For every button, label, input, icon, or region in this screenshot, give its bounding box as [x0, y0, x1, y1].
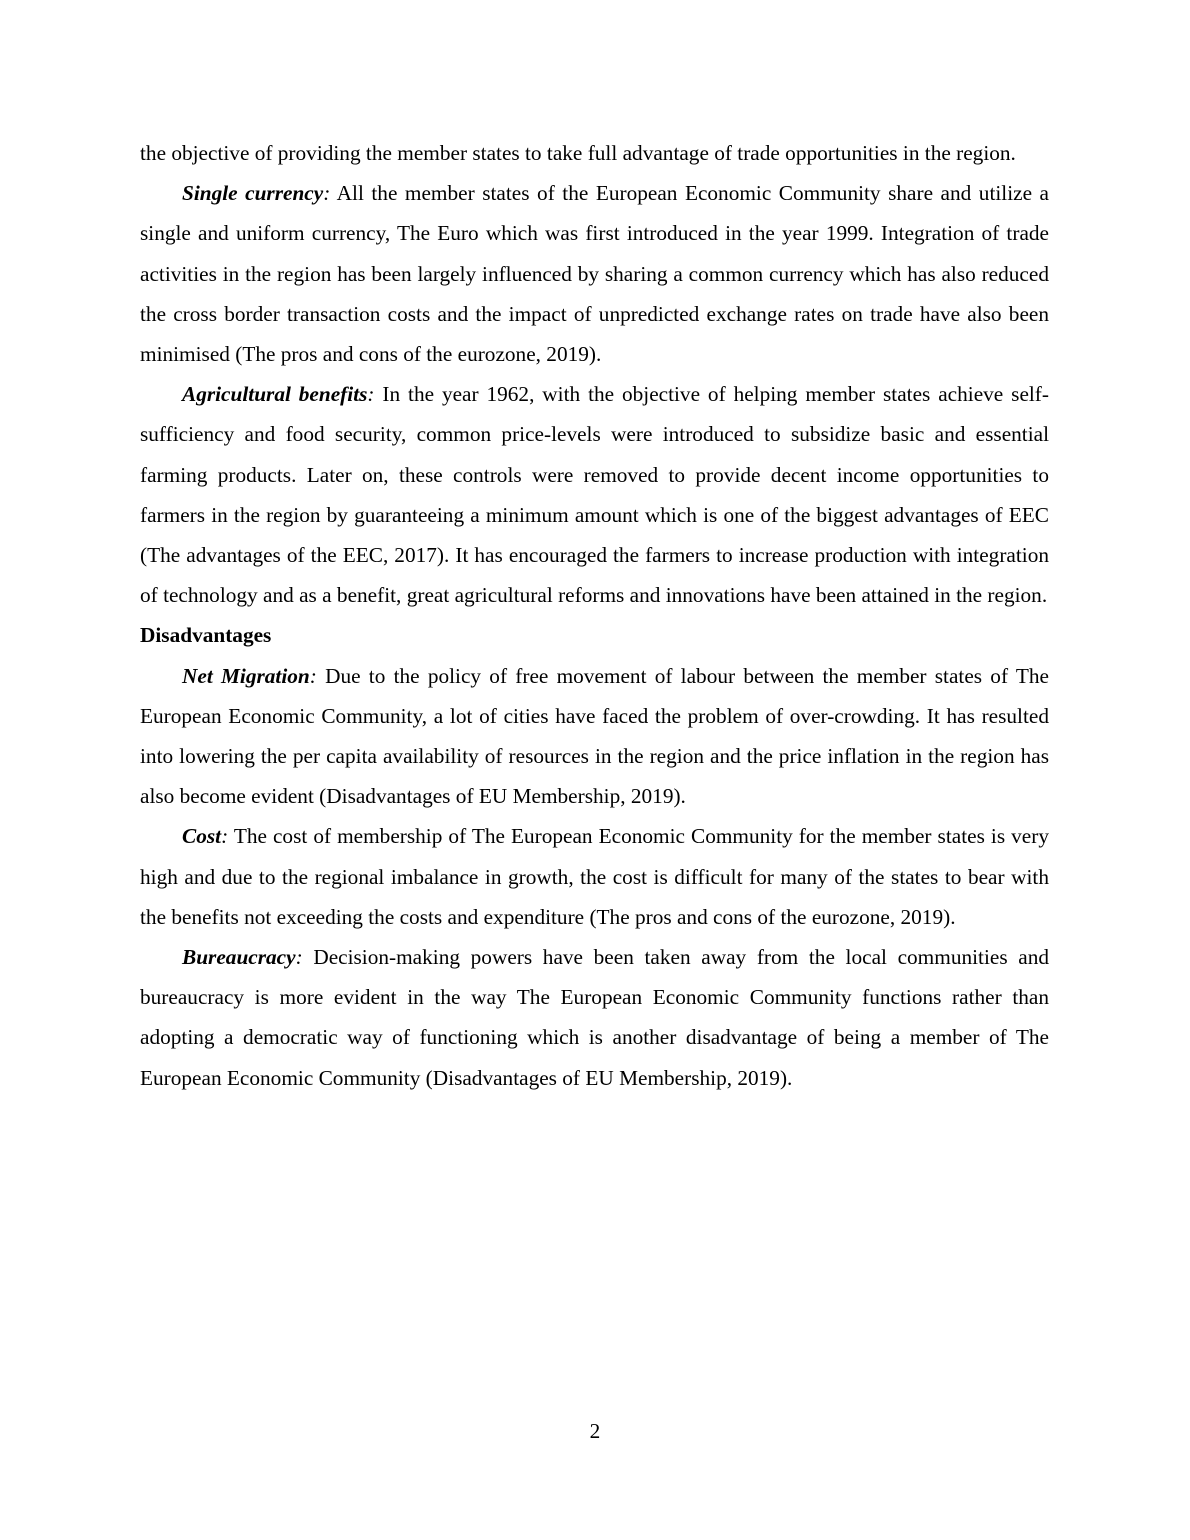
continuation-paragraph: the objective of providing the member states to take full advantage of trade opportunities in the region. — [140, 141, 1016, 165]
paragraph-text: All the member states of the European Economic Community share and utilize a single and uniform currency, The Euro which was first introduced in the year 1999. Integration of trade activities in the region has been largely influenced by sharing a common currency which has also reduced the cross border transaction costs and the impact of unpredicted exchange rates on trade have also been minimised (The pros and cons of the eurozone, 2019). — [140, 181, 1049, 367]
paragraph-text: In the year 1962, with the objective of helping member states achieve self-sufficiency and food security, common price-levels were introduced to subsidize basic and essential farming products. Later on, these controls were removed to provide decent income opportunities to farmers in the region by guaranteeing a minimum amount which is one of the biggest advantages of EEC (The advantages of the EEC, 2017). It has encouraged the farmers to increase production with integration of technology and as a benefit, great agricultural reforms and innovations have been attained in the region. — [140, 382, 1049, 608]
paragraph-single-currency — [140, 173, 1049, 374]
term-single-currency: Single currency — [182, 181, 324, 206]
paragraph-text: Due to the policy of free movement of labour between the member states of The European Economic Community, a lot of cities have faced the problem of over-crowding. It has resulted into lowering the per capita availability of resources in the region and the price inflation in the region has also become evident (Disadvantages of EU Membership, 2019). — [140, 663, 1049, 809]
document-body — [140, 133, 1049, 1098]
term-net-migration: Net Migration — [182, 663, 310, 688]
term-colon: : — [309, 663, 317, 688]
term-colon: : — [221, 824, 229, 849]
term-colon: : — [323, 181, 331, 206]
term-colon: : — [367, 382, 375, 407]
paragraph-text: The cost of membership of The European Economic Community for the member states is very high and due to the regional imbalance in growth, the cost is difficult for many of the states to bear with the benefits not exceeding the costs and expenditure (The pros and cons of the eurozone, 2019). — [140, 824, 1049, 929]
term-cost: Cost — [182, 824, 222, 849]
paragraph-text: Decision-making powers have been taken away from the local communities and bureaucracy is more evident in the way The European Economic Community functions rather than adopting a democratic way of functioning which is another disadvantage of being a member of The European Economic Community (Disadvantages of EU Membership, 2019). — [140, 945, 1049, 1090]
paragraph-agricultural-benefits — [140, 374, 1049, 615]
term-colon: : — [295, 945, 303, 970]
term-bureaucracy: Bureaucracy — [182, 945, 296, 970]
paragraph-bureaucracy — [140, 937, 1049, 1098]
heading-disadvantages: Disadvantages — [140, 623, 272, 648]
paragraph-cost — [140, 816, 1049, 937]
term-agricultural-benefits: Agricultural benefits — [182, 382, 368, 407]
paragraph-net-migration — [140, 656, 1049, 817]
page-number: 2 — [589, 1419, 601, 1443]
